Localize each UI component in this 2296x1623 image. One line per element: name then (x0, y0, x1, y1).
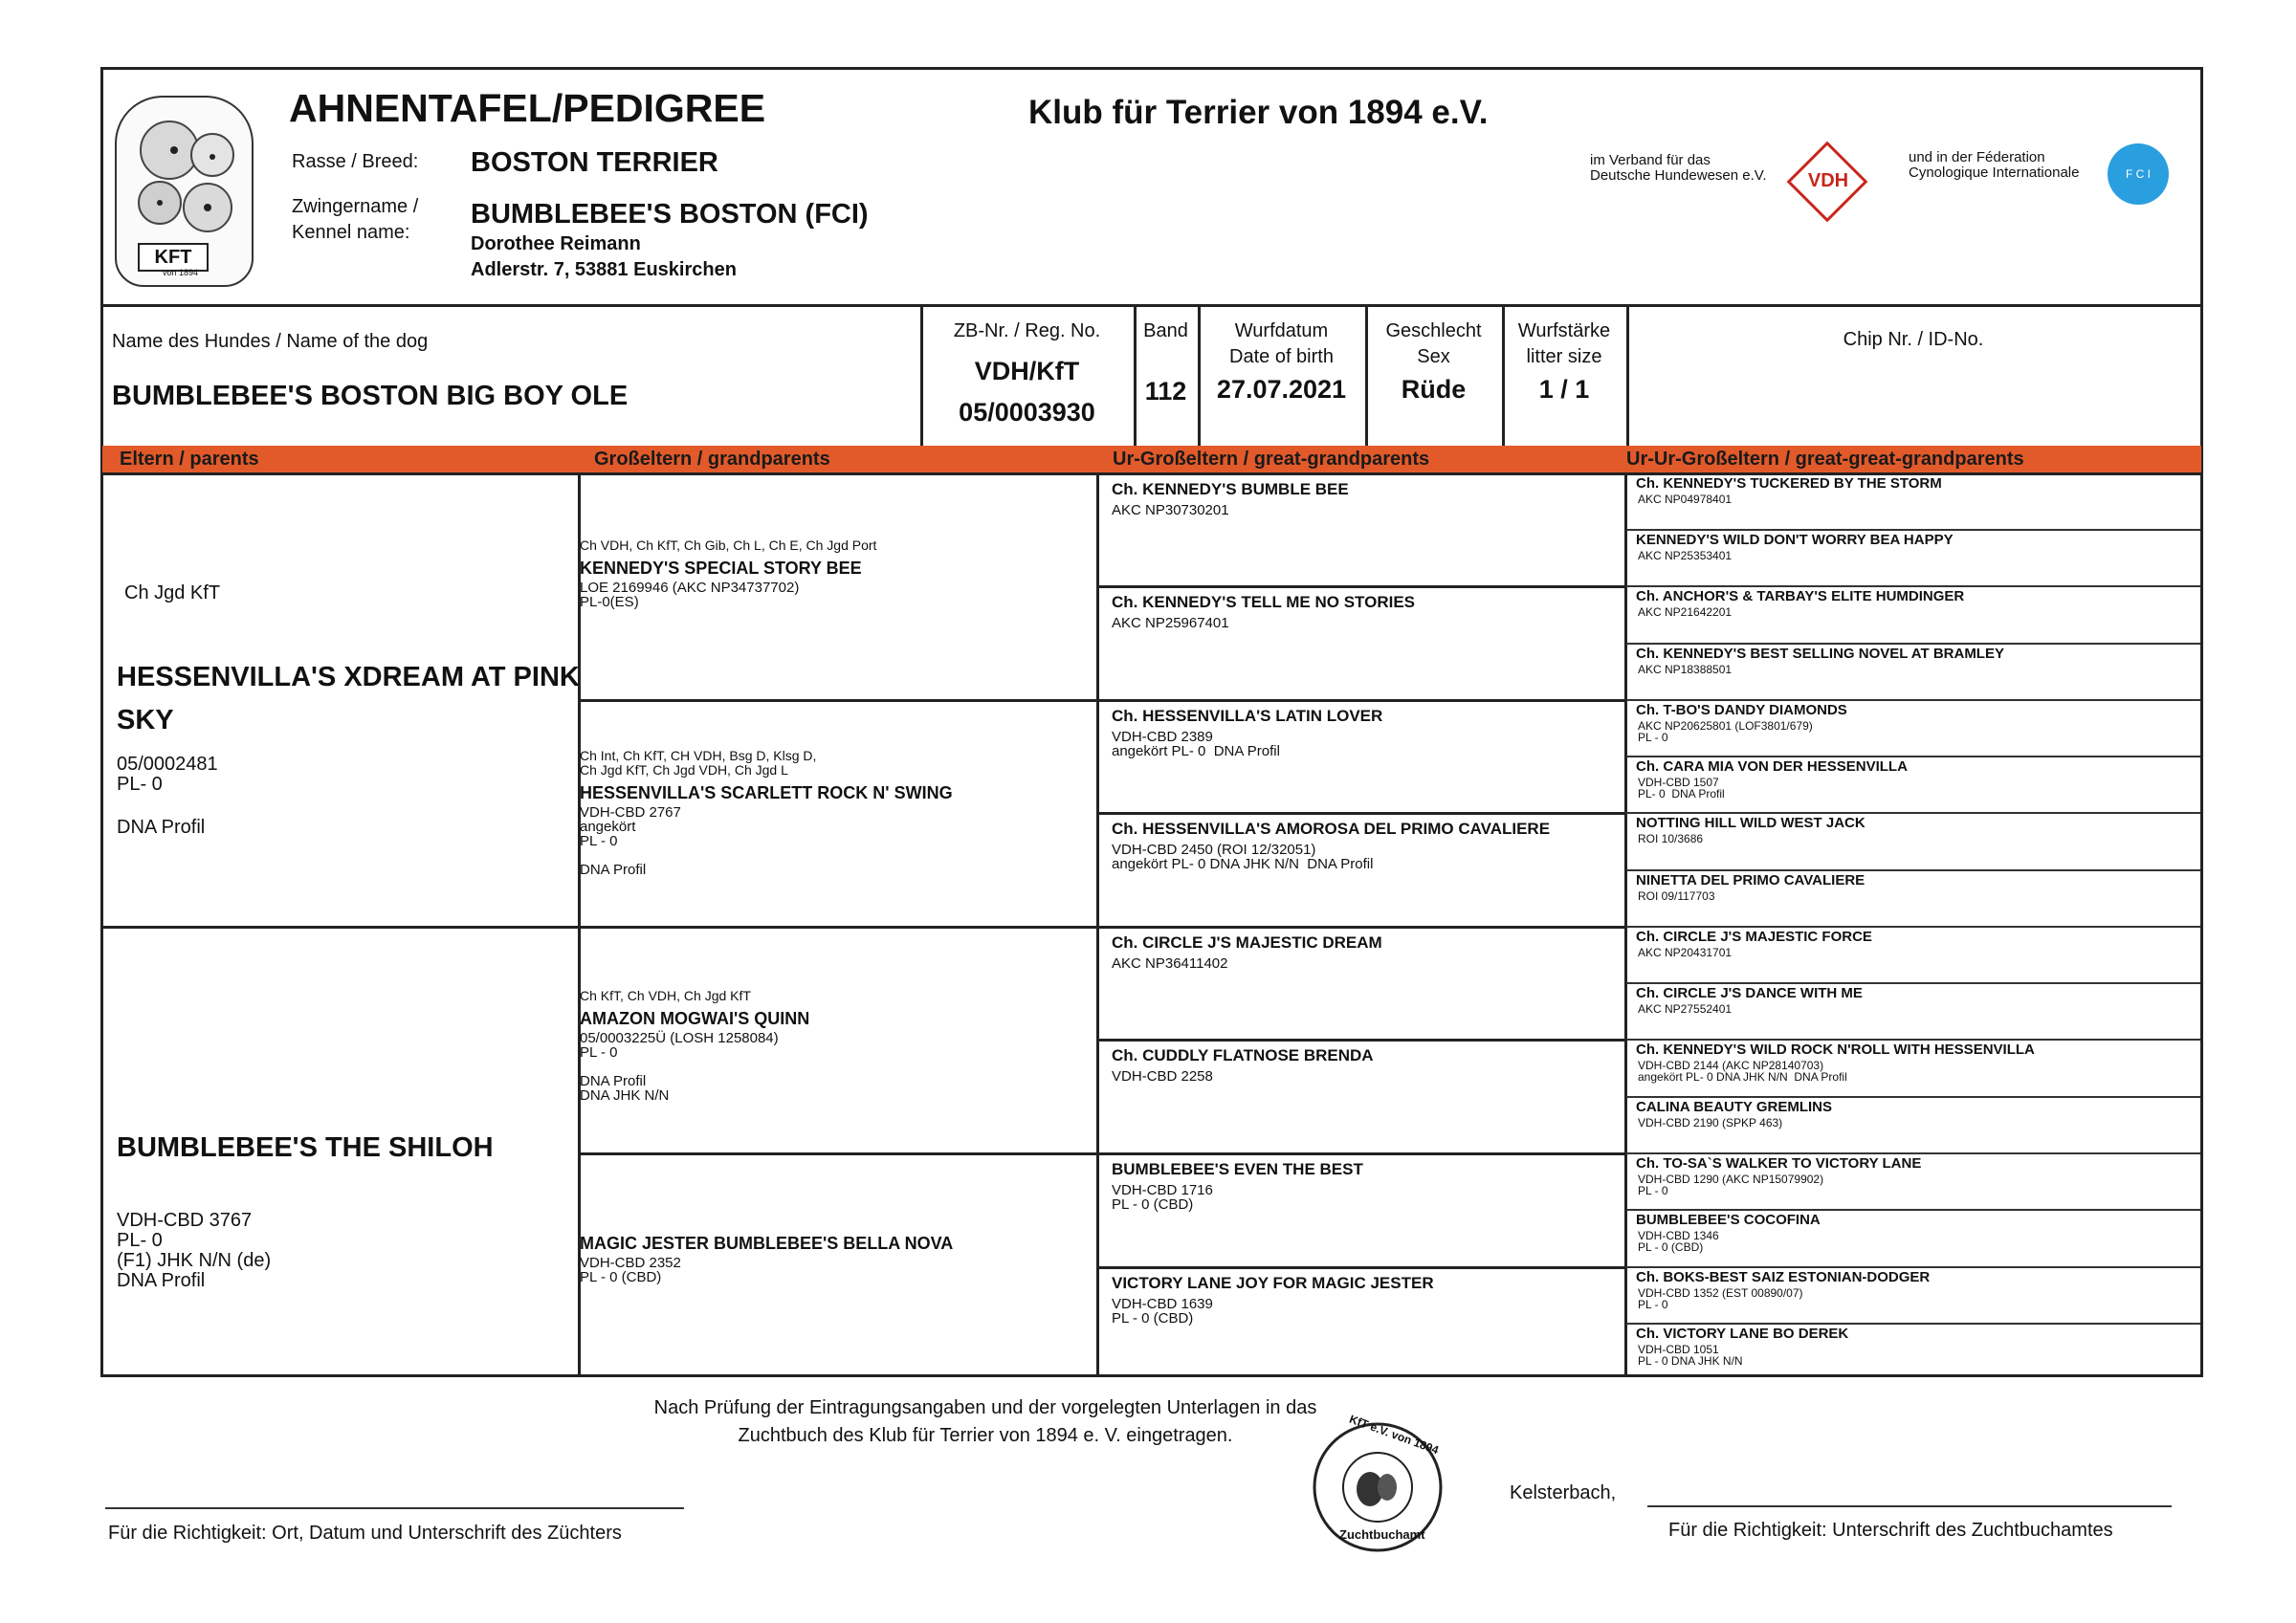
registration-note (574, 1394, 1397, 1450)
club-name: Klub für Terrier von 1894 e.V. (1028, 94, 1489, 131)
great-great-grandparents-header: Ur-Ur-Großeltern / great-great-grandparents (1626, 449, 2024, 470)
breed-label: Rasse / Breed: (292, 151, 419, 172)
owner-address: Adlerstr. 7, 53881 Euskirchen (471, 259, 737, 280)
sex-label-2: Sex (1417, 346, 1450, 367)
ggp-reg: VDH-CBD 2389 angekört PL- 0 DNA Profil (1112, 729, 1280, 759)
kennel-label-1: Zwingername / (292, 196, 419, 217)
gg-grandparent-4 (1626, 645, 2200, 698)
kft-logo-text: KFT (138, 243, 209, 272)
gg-grandparent-10 (1626, 984, 2200, 1038)
gg-name: BUMBLEBEE'S COCOFINA (1636, 1212, 1821, 1228)
generation-header-bar (102, 446, 2201, 472)
ggp-reg: VDH-CBD 1716 PL - 0 (CBD) (1112, 1182, 1213, 1213)
ggp-name: Ch. HESSENVILLA'S LATIN LOVER (1112, 707, 1383, 725)
gg-name: Ch. KENNEDY'S WILD ROCK N'ROLL WITH HESSENVILLA (1636, 1042, 2035, 1058)
band-label: Band (1143, 320, 1188, 341)
ggp-name: VICTORY LANE JOY FOR MAGIC JESTER (1112, 1274, 1434, 1292)
gg-reg: VDH-CBD 1507 PL- 0 DNA Profil (1638, 776, 1725, 801)
gg-reg: VDH-CBD 1352 (EST 00890/07) PL - 0 (1638, 1286, 1803, 1311)
ggp-reg: VDH-CBD 1639 PL - 0 (CBD) (1112, 1296, 1213, 1327)
gg-grandparent-11 (1626, 1041, 2200, 1094)
grandparent-titles: Ch Int, Ch KfT, CH VDH, Bsg D, Klsg D, Ch Jgd KfT, Ch Jgd VDH, Ch Jgd L (580, 748, 817, 778)
ggp-reg: VDH-CBD 2450 (ROI 12/32051) angekört PL- 0 DNA JHK N/N DNA Profil (1112, 842, 1374, 872)
gg-grandparent-14 (1626, 1211, 2200, 1264)
sire-name-line-1: HESSENVILLA'S XDREAM AT PINK (117, 662, 580, 692)
grandparents-header: Großeltern / grandparents (594, 449, 830, 470)
gg-name: Ch. CARA MIA VON DER HESSENVILLA (1636, 758, 1908, 775)
gg-name: Ch. BOKS-BEST SAIZ ESTONIAN-DODGER (1636, 1269, 1931, 1285)
breeder-signature-line (105, 1507, 684, 1509)
breed-value: BOSTON TERRIER (471, 147, 718, 178)
row-line-ggp-2 (1096, 699, 1626, 702)
grandparent-name: MAGIC JESTER BUMBLEBEE'S BELLA NOVA (580, 1234, 954, 1253)
vdh-text-2: Deutsche Hundewesen e.V. (1590, 167, 1767, 184)
gg-grandparent-15 (1626, 1268, 2200, 1322)
kft-logo (115, 96, 254, 287)
col-divider-chip (1626, 306, 1629, 446)
litter-label-2: litter size (1526, 346, 1602, 367)
row-line-gp-3 (578, 1152, 1099, 1155)
dam-reg: VDH-CBD 3767 PL- 0 (F1) JHK N/N (de) DNA Profil (117, 1210, 272, 1291)
stamp-top-text: KfT e.V. von 1894 (1347, 1412, 1441, 1458)
ggp-name: Ch. HESSENVILLA'S AMOROSA DEL PRIMO CAVALIERE (1112, 820, 1551, 838)
ggp-reg: VDH-CBD 2258 (1112, 1068, 1213, 1085)
sex-value: Rüde (1401, 375, 1467, 404)
row-line-parents (100, 926, 1626, 929)
ggp-reg: AKC NP36411402 (1112, 955, 1228, 972)
breeder-signature-label: Für die Richtigkeit: Ort, Datum und Unterschrift des Züchters (108, 1523, 622, 1544)
chip-label: Chip Nr. / ID-No. (1843, 329, 1984, 350)
gg-reg: VDH-CBD 1346 PL - 0 (CBD) (1638, 1229, 1719, 1254)
gg-reg: AKC NP25353401 (1638, 549, 1733, 562)
gg-name: Ch. TO-SA`S WALKER TO VICTORY LANE (1636, 1155, 1922, 1172)
dog-name: BUMBLEBEE'S BOSTON BIG BOY OLE (112, 381, 629, 411)
row-line-gp-1 (578, 699, 1099, 702)
vdh-affiliation (1590, 153, 1767, 184)
sire-titles: Ch Jgd KfT (124, 582, 221, 603)
band-value: 112 (1144, 377, 1187, 406)
stamp-bottom-text: Zuchtbuchamt (1339, 1527, 1425, 1542)
ggp-reg: AKC NP25967401 (1112, 615, 1229, 631)
kennel-label-2: Kennel name: (292, 222, 410, 243)
gg-reg: VDH-CBD 2144 (AKC NP28140703) angekört PL- 0 DNA JHK N/N DNA Profil (1638, 1059, 1847, 1084)
grandparent-name: AMAZON MOGWAI'S QUINN (580, 1009, 810, 1028)
dob-label-2: Date of birth (1229, 346, 1334, 367)
litter-value: 1 / 1 (1538, 375, 1590, 404)
ggp-name: Ch. CUDDLY FLATNOSE BRENDA (1112, 1046, 1374, 1064)
gg-name: Ch. T-BO'S DANDY DIAMONDS (1636, 702, 1847, 718)
gg-reg: ROI 10/3686 (1638, 832, 1704, 845)
gg-grandparent-1 (1626, 474, 2200, 528)
vdh-logo: VDH (1807, 170, 1849, 191)
parents-header: Eltern / parents (120, 449, 259, 470)
page-title: AHNENTAFEL/PEDIGREE (289, 86, 766, 130)
gg-name: NINETTA DEL PRIMO CAVALIERE (1636, 872, 1866, 888)
gg-reg: AKC NP04978401 (1638, 493, 1733, 506)
sire-reg: 05/0002481 PL- 0 (117, 754, 218, 795)
gg-reg: AKC NP27552401 (1638, 1002, 1733, 1016)
dob-label-1: Wurfdatum (1234, 320, 1329, 341)
gg-name: Ch. ANCHOR'S & TARBAY'S ELITE HUMDINGER (1636, 588, 1965, 604)
reg-value-1: VDH/KfT (974, 357, 1080, 385)
vdh-text-1: im Verband für das (1590, 152, 1711, 168)
reg-label: ZB-Nr. / Reg. No. (953, 320, 1101, 341)
gg-grandparent-9 (1626, 928, 2200, 981)
grandparent-3 (580, 989, 1096, 1103)
ggp-name: Ch. KENNEDY'S BUMBLE BEE (1112, 480, 1349, 498)
reg-value-2: 05/0003930 (959, 398, 1095, 427)
gg-reg: AKC NP20431701 (1638, 946, 1733, 959)
gg-name: Ch. KENNEDY'S BEST SELLING NOVEL AT BRAMLEY (1636, 646, 2004, 662)
grandparent-titles: Ch VDH, Ch KfT, Ch Gib, Ch L, Ch E, Ch Jgd Port (580, 537, 877, 553)
gg-name: Ch. CIRCLE J'S DANCE WITH ME (1636, 985, 1863, 1001)
gg-grandparent-13 (1626, 1154, 2200, 1208)
grandparent-reg: LOE 2169946 (AKC NP34737702) PL-0(ES) (580, 580, 800, 610)
header-divider (100, 304, 2203, 307)
grandparent-reg: 05/0003225Ü (LOSH 1258084) PL - 0 DNA Profil DNA JHK N/N (580, 1030, 779, 1104)
row-line-ggp-1 (1096, 585, 1626, 588)
fci-affiliation (1909, 150, 2079, 181)
grandparent-2 (580, 749, 1096, 877)
sire-dna: DNA Profil (117, 817, 206, 838)
gg-reg: AKC NP21642201 (1638, 605, 1733, 619)
dam-name: BUMBLEBEE'S THE SHILOH (117, 1132, 494, 1163)
office-signature-label: Für die Richtigkeit: Unterschrift des Zuchtbuchamtes (1668, 1520, 2113, 1541)
gg-reg: VDH-CBD 2190 (SPKP 463) (1638, 1116, 1783, 1130)
gg-grandparent-16 (1626, 1325, 2200, 1378)
ggp-name: Ch. CIRCLE J'S MAJESTIC DREAM (1112, 933, 1382, 952)
gg-grandparent-6 (1626, 757, 2200, 811)
row-line-ggp-3 (1096, 812, 1626, 815)
gg-reg: VDH-CBD 1290 (AKC NP15079902) PL - 0 (1638, 1173, 1824, 1197)
grandparent-name: KENNEDY'S SPECIAL STORY BEE (580, 559, 862, 578)
dob-value: 27.07.2021 (1216, 375, 1347, 404)
sex-label-1: Geschlecht (1385, 320, 1482, 341)
gg-reg: ROI 09/117703 (1638, 889, 1715, 903)
litter-label-1: Wurfstärke (1517, 320, 1611, 341)
grandparent-reg: VDH-CBD 2767 angekört PL - 0 DNA Profil (580, 804, 681, 878)
kft-logo-sub: von 1894 (163, 268, 199, 277)
gg-name: Ch. KENNEDY'S TUCKERED BY THE STORM (1636, 475, 1942, 492)
grandparent-1 (580, 538, 1096, 609)
office-signature-line (1647, 1505, 2172, 1507)
fci-text-1: und in der Féderation (1909, 149, 2045, 165)
ggp-name: Ch. KENNEDY'S TELL ME NO STORIES (1112, 593, 1416, 611)
grandparent-titles: Ch KfT, Ch VDH, Ch Jgd KfT (580, 988, 751, 1003)
gg-grandparent-3 (1626, 587, 2200, 641)
gg-reg: VDH-CBD 1051 PL - 0 DNA JHK N/N (1638, 1343, 1743, 1368)
gg-grandparent-2 (1626, 531, 2200, 584)
gg-name: KENNEDY'S WILD DON'T WORRY BEA HAPPY (1636, 532, 1954, 548)
gg-grandparent-5 (1626, 701, 2200, 755)
gg-grandparent-7 (1626, 814, 2200, 867)
gg-reg: AKC NP20625801 (LOF3801/679) PL - 0 (1638, 719, 1813, 744)
ggp-name: BUMBLEBEE'S EVEN THE BEST (1112, 1160, 1363, 1178)
place-label: Kelsterbach, (1510, 1482, 1617, 1503)
row-line-ggp-5 (1096, 1039, 1626, 1042)
grandparent-reg: VDH-CBD 2352 PL - 0 (CBD) (580, 1255, 681, 1285)
gg-name: Ch. CIRCLE J'S MAJESTIC FORCE (1636, 929, 1872, 945)
gg-name: NOTTING HILL WILD WEST JACK (1636, 815, 1866, 831)
gg-name: CALINA BEAUTY GREMLINS (1636, 1099, 1833, 1115)
registration-note-1: Nach Prüfung der Eintragungsangaben und der vorgelegten Unterlagen in das (653, 1397, 1317, 1418)
row-line-ggp-7 (1096, 1266, 1626, 1269)
grandparent-4 (580, 1228, 1096, 1284)
great-grandparents-header: Ur-Großeltern / great-grandparents (1113, 449, 1430, 470)
sire-name-line-2: SKY (117, 705, 174, 735)
ggp-reg: AKC NP30730201 (1112, 502, 1229, 518)
fci-logo: F C I (2108, 143, 2169, 205)
col-line-great (1096, 472, 1099, 1375)
owner-name: Dorothee Reimann (471, 233, 641, 254)
fci-text-2: Cynologique Internationale (1909, 164, 2080, 181)
kennel-value: BUMBLEBEE'S BOSTON (FCI) (471, 199, 869, 230)
row-line-ggp-6 (1096, 1152, 1626, 1155)
grandparent-name: HESSENVILLA'S SCARLETT ROCK N' SWING (580, 783, 953, 802)
zuchtbuchamt-stamp (1311, 1412, 1445, 1554)
registration-note-2: Zuchtbuch des Klub für Terrier von 1894 e. V. eingetragen. (738, 1425, 1233, 1446)
gg-grandparent-8 (1626, 871, 2200, 925)
gg-grandparent-12 (1626, 1098, 2200, 1151)
dog-name-label: Name des Hundes / Name of the dog (112, 331, 429, 352)
gg-name: Ch. VICTORY LANE BO DEREK (1636, 1326, 1849, 1342)
gg-reg: AKC NP18388501 (1638, 663, 1733, 676)
